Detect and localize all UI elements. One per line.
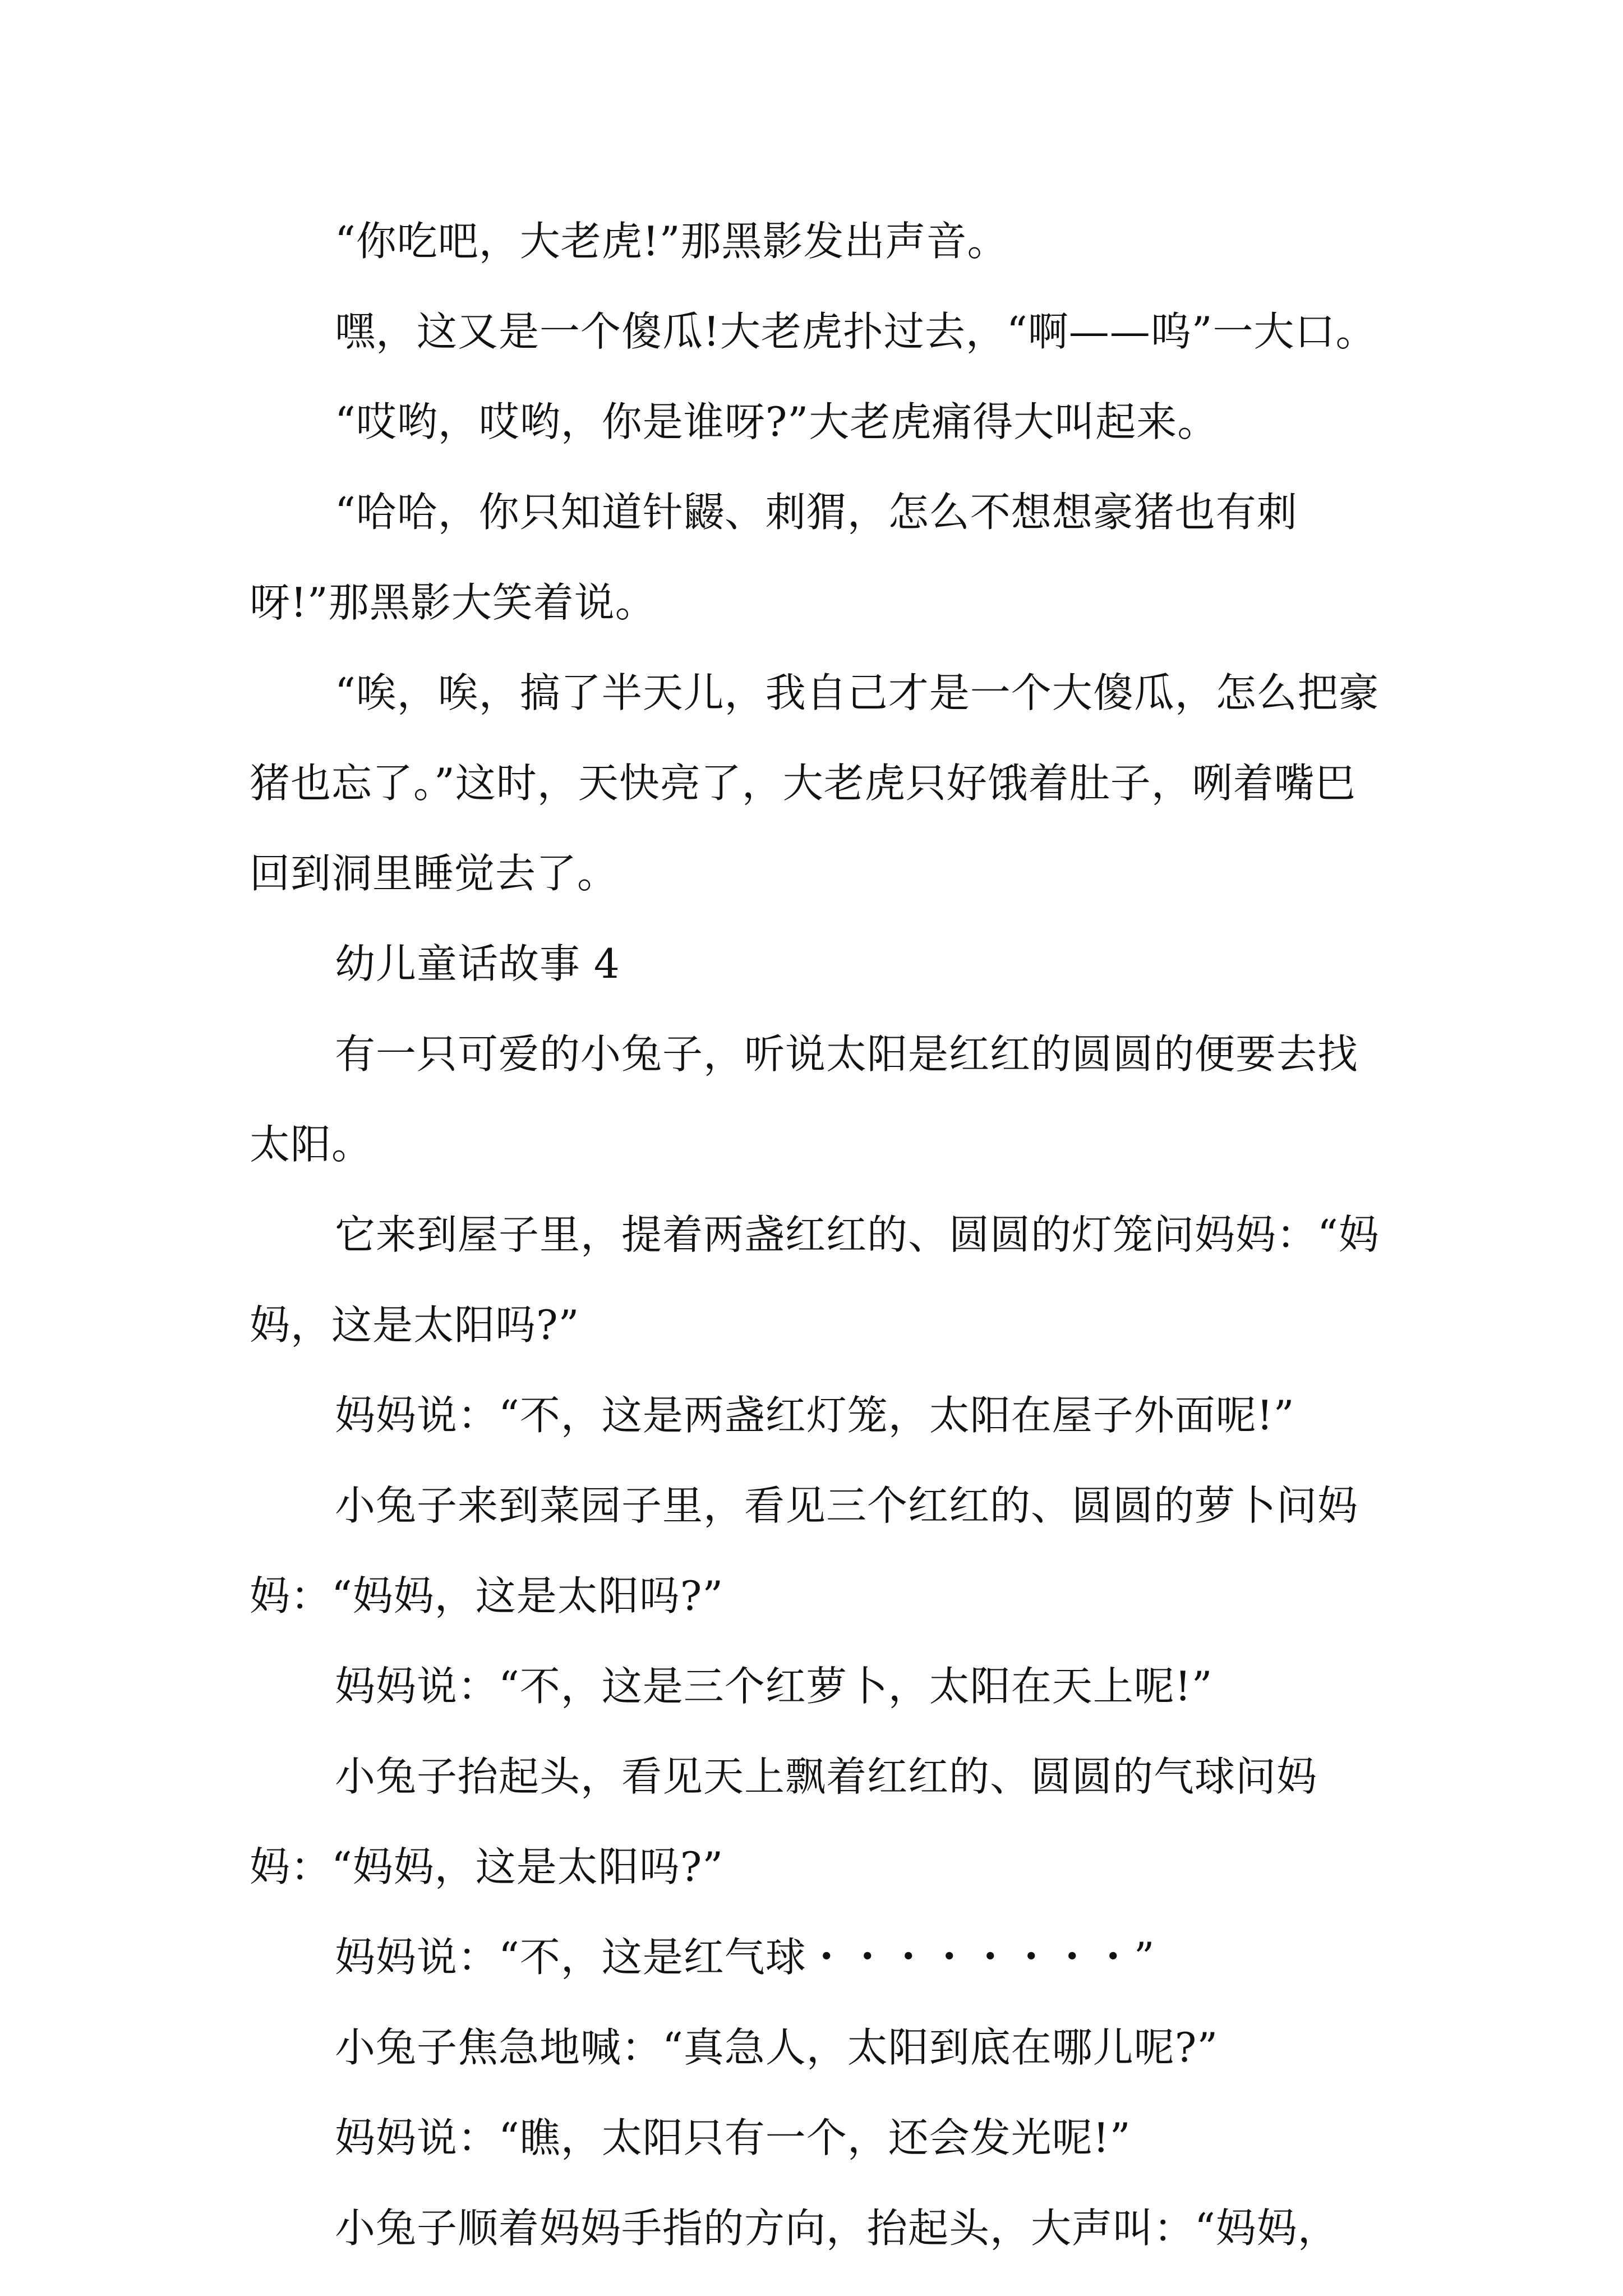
document-body <box>250 196 1394 2274</box>
paragraph: 有一只可爱的小兔子，听说太阳是红红的圆圆的便要去找太阳。 <box>250 1030 1359 1168</box>
paragraph: “唉，唉，搞了半天儿，我自己才是一个大傻瓜，怎么把豪猪也忘了。”这时，天快亮了，大老虎只好饿着肚子，咧着嘴巴回到洞里睡觉去了。 <box>250 669 1380 897</box>
paragraph: “哎哟，哎哟，你是谁呀?”大老虎痛得大叫起来。 <box>335 398 1219 445</box>
paragraph: “哈哈，你只知道针鼹、刺猬，怎么不想想豪猪也有刺呀!”那黑影大笑着说。 <box>250 489 1298 626</box>
paragraph: 妈妈说：“不，这是两盏红灯笼，太阳在屋子外面呢!” <box>335 1392 1295 1439</box>
paragraph: 小兔子顺着妈妈手指的方向，抬起头，大声叫：“妈妈， <box>335 2205 1339 2252</box>
paragraph: 小兔子来到菜园子里，看见三个红红的、圆圆的萝卜问妈妈：“妈妈，这是太阳吗?” <box>250 1482 1359 1619</box>
section-heading: 幼儿童话故事 4 <box>335 940 620 987</box>
paragraph: 妈妈说：“不，这是红气球・・・・・・・・” <box>335 1934 1155 1981</box>
paragraph: 它来到屋子里，提着两盏红红的、圆圆的灯笼问妈妈：“妈妈，这是太阳吗?” <box>250 1211 1380 1349</box>
paragraph: 嘿，这又是一个傻瓜!大老虎扑过去，“啊——呜”一大口。 <box>335 308 1377 355</box>
paragraph: 妈妈说：“瞧，太阳只有一个，还会发光呢!” <box>335 2114 1131 2161</box>
paragraph: “你吃吧，大老虎!”那黑影发出声音。 <box>335 218 1008 265</box>
paragraph: 小兔子焦急地喊：“真急人，太阳到底在哪儿呢?” <box>335 2024 1219 2071</box>
paragraph: 妈妈说：“不，这是三个红萝卜，太阳在天上呢!” <box>335 1663 1213 1710</box>
paragraph: 小兔子抬起头，看见天上飘着红红的、圆圆的气球问妈妈：“妈妈，这是太阳吗?” <box>250 1753 1318 1890</box>
